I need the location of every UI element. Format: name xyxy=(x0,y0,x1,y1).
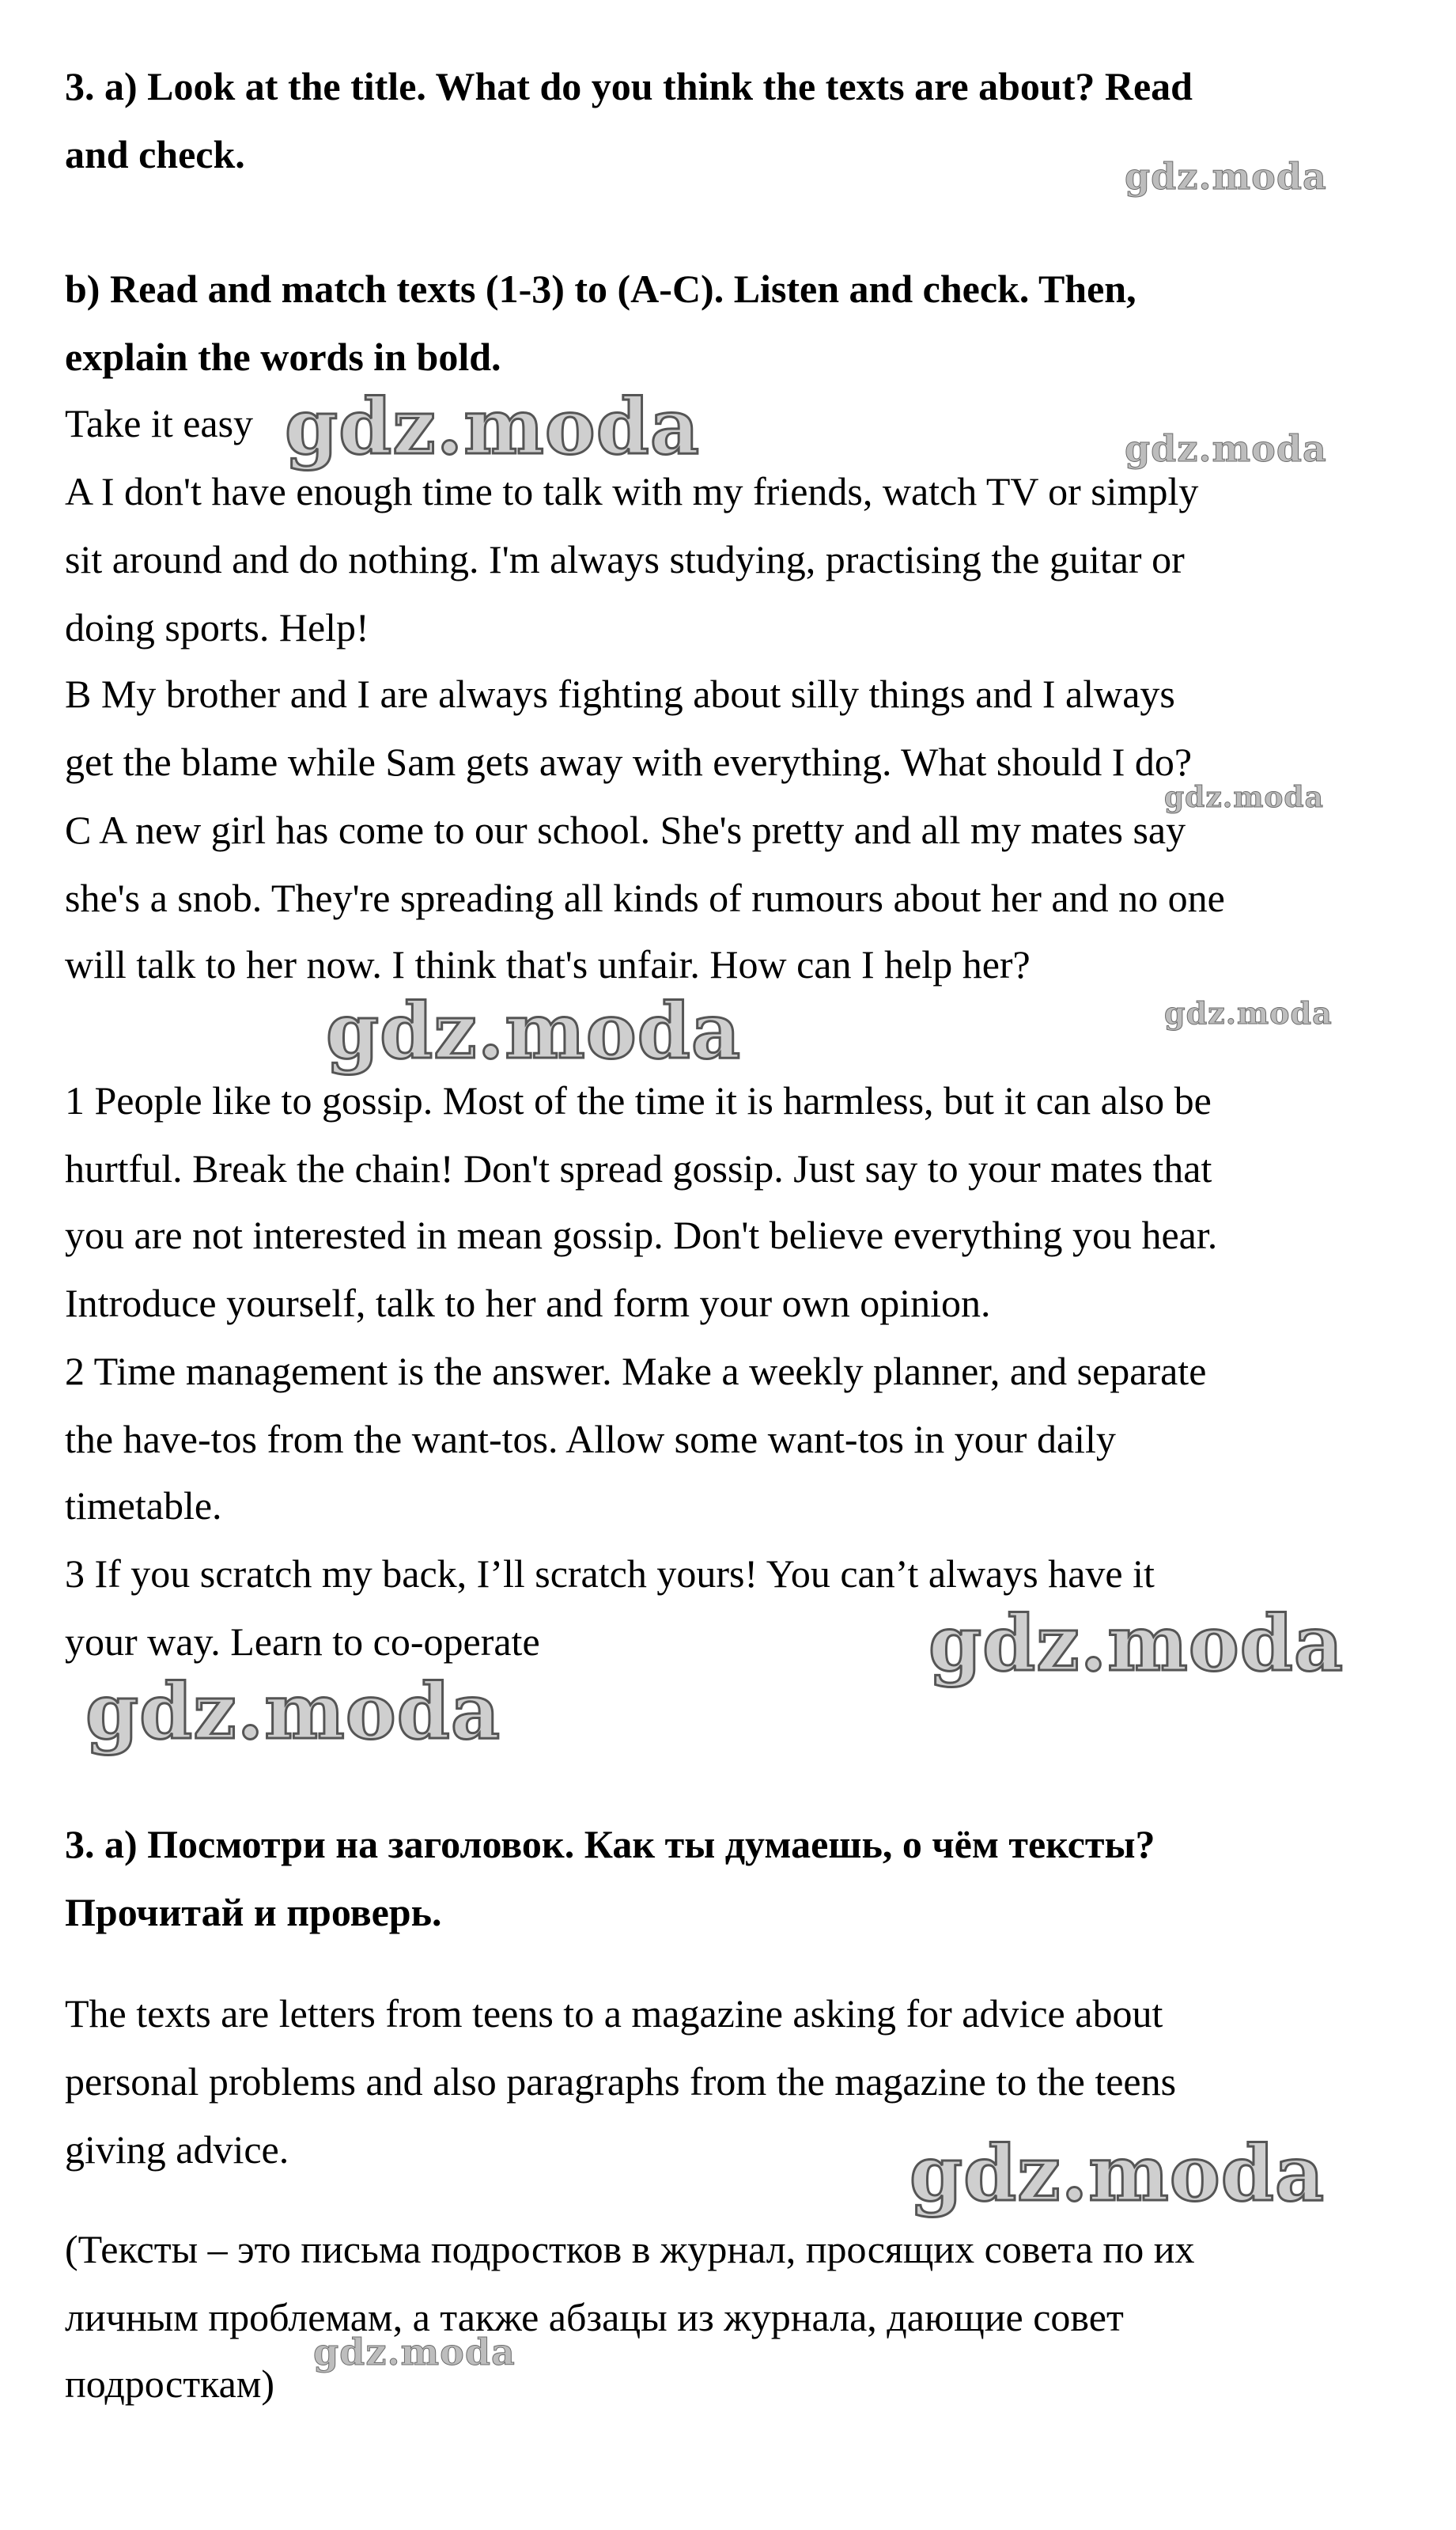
task-a-line-2: and check. xyxy=(65,132,245,176)
watermark: gdz.moda xyxy=(928,1599,1344,1688)
answer-line: you are not interested in mean gossip. Don't believe everything you hear. xyxy=(65,1213,1218,1257)
text-title: Take it easy xyxy=(65,401,254,445)
watermark: gdz.moda xyxy=(285,382,701,472)
ru-heading-line-1: 3. а) Посмотри на заголовок. Как ты думаешь, о чём тексты? xyxy=(65,1822,1155,1866)
watermark: gdz.moda xyxy=(1125,155,1327,198)
answer-en-line: personal problems and also paragraphs from the magazine to the teens xyxy=(65,2059,1177,2104)
letter-line: she's a snob. They're spreading all kinds of rumours about her and no one xyxy=(65,876,1225,920)
letter-line: sit around and do nothing. I'm always studying, practising the guitar or xyxy=(65,537,1185,581)
watermark: gdz.moda xyxy=(1164,995,1333,1031)
task-a-line-1: 3. a) Look at the title. What do you think the texts are about? Read xyxy=(65,64,1193,108)
answer-line: 3 If you scratch my back, I’ll scratch yours! You can’t always have it xyxy=(65,1551,1155,1596)
answer-line: 2 Time management is the answer. Make a weekly planner, and separate xyxy=(65,1349,1207,1393)
letter-line: B My brother and I are always fighting about silly things and I always xyxy=(65,672,1175,716)
answer-ru-line: подросткам) xyxy=(65,2361,275,2406)
watermark: gdz.moda xyxy=(910,2129,1326,2218)
answer-ru-line: (Тексты – это письма подростков в журнал, просящих совета по их xyxy=(65,2227,1195,2271)
task-b-line-1: b) Read and match texts (1-3) to (A-C). Listen and check. Then, xyxy=(65,267,1136,311)
answer-en-line: giving advice. xyxy=(65,2127,289,2172)
answer-ru-line: личным проблемам, а также абзацы из журнала, дающие совет xyxy=(65,2295,1124,2339)
answer-line: your way. Learn to co-operate xyxy=(65,1619,540,1664)
answer-line: hurtful. Break the chain! Don't spread gossip. Just say to your mates that xyxy=(65,1146,1212,1191)
watermark: gdz.moda xyxy=(85,1667,501,1756)
watermark: gdz.moda xyxy=(1125,427,1327,470)
letter-line: will talk to her now. I think that's unfair. How can I help her? xyxy=(65,942,1031,987)
watermark: gdz.moda xyxy=(326,987,742,1076)
answer-line: 1 People like to gossip. Most of the time it is harmless, but it can also be xyxy=(65,1078,1212,1123)
ru-heading-line-2: Прочитай и проверь. xyxy=(65,1890,442,1934)
answer-line: the have-tos from the want-tos. Allow some want-tos in your daily xyxy=(65,1417,1116,1461)
watermark: gdz.moda xyxy=(1164,781,1324,814)
answer-en-line: The texts are letters from teens to a magazine asking for advice about xyxy=(65,1991,1163,2036)
letter-line: doing sports. Help! xyxy=(65,605,369,650)
task-b-line-2: explain the words in bold. xyxy=(65,335,501,379)
watermark: gdz.moda xyxy=(313,2331,516,2373)
letter-line: get the blame while Sam gets away with everything. What should I do? xyxy=(65,740,1193,784)
answer-line: timetable. xyxy=(65,1483,222,1528)
answer-line: Introduce yourself, talk to her and form your own opinion. xyxy=(65,1281,991,1325)
letter-line: C A new girl has come to our school. She's pretty and all my mates say xyxy=(65,808,1186,852)
letter-line: A I don't have enough time to talk with my friends, watch TV or simply xyxy=(65,469,1199,513)
